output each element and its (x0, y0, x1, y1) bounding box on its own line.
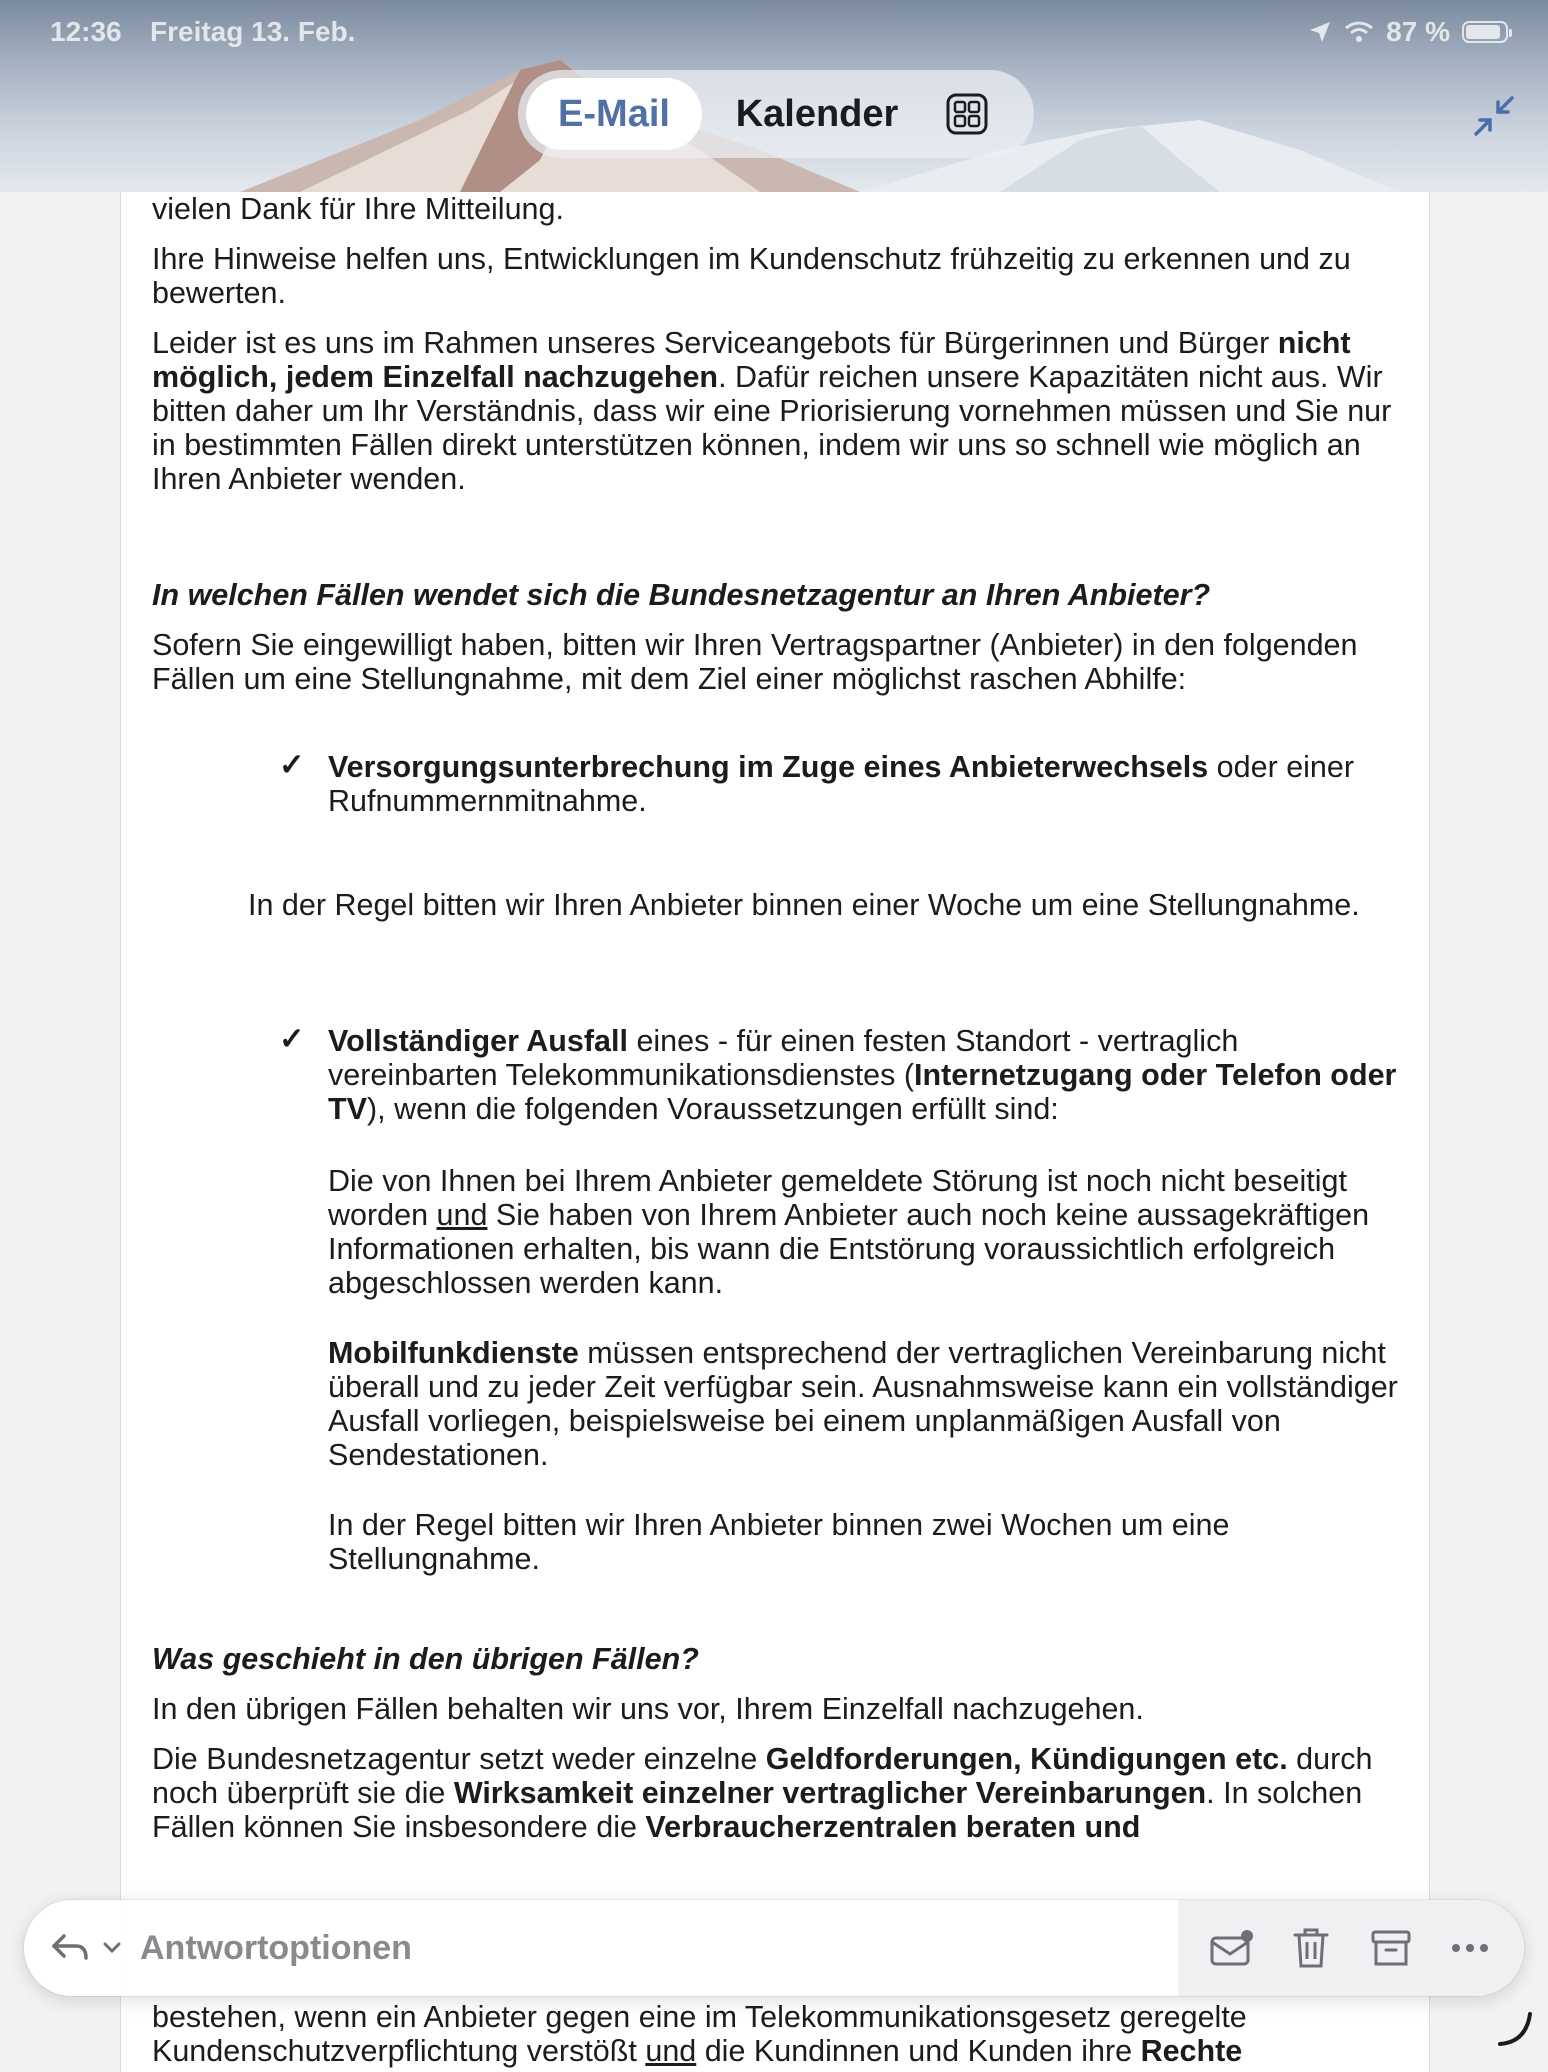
reply-toolbar (24, 1900, 1524, 1996)
greeting-tail: vielen Dank für Ihre Mitteilung. (152, 192, 564, 226)
archive-icon (1370, 1928, 1412, 1968)
heading-other-cases: Was geschieht in den übrigen Fällen? (152, 1642, 699, 1676)
check-icon: ✓ (279, 748, 305, 782)
check-icon: ✓ (279, 1022, 305, 1056)
paragraph-4: In den übrigen Fällen behalten wir uns vor, Ihrem Einzelfall nachzugehen. (152, 1692, 1144, 1726)
paragraph-6: bestehen, wenn ein Anbieter gegen eine im Telekommunikationsgesetz geregelte Kundenschutzverpflichtung verstößt und die Kundinnen und Kunden ihre Rechte (152, 2000, 1247, 2068)
item2-paragraph-2: Mobilfunkdienste müssen entsprechend der vertraglichen Vereinbarung nicht überall und zu jeder Zeit verfügbar sein. Ausnahmsweise kann ein vollständiger Ausfall vorliegen, beispielsweise bei einem unplanmäßigen Ausfall von Sendestationen. (328, 1336, 1398, 1472)
collapse-icon[interactable] (1470, 92, 1518, 140)
scroll-indicator (1496, 2008, 1536, 2048)
mark-unread-button[interactable] (1200, 1916, 1264, 1980)
reply-icon (50, 1930, 90, 1966)
delete-button[interactable] (1279, 1916, 1343, 1980)
paragraph-2: Leider ist es uns im Rahmen unseres Serviceangebots für Bürgerinnen und Bürger nicht möglich, jedem Einzelfall nachzugehen. Dafür reichen unsere Kapazitäten nicht aus. Wir bitten daher um Ihr Verständnis, dass wir eine Priorisierung vornehmen müssen und Sie nur in bestimmten Fällen direkt unterstützen können, indem wir uns so schnell wie möglich an Ihren Anbieter wenden. (152, 326, 1392, 496)
apps-button[interactable] (932, 78, 1002, 150)
trash-icon (1291, 1926, 1331, 1970)
top-header (0, 0, 1548, 192)
paragraph-1: Ihre Hinweise helfen uns, Entwicklungen im Kundenschutz frühzeitig zu erkennen und zu bewerten. (152, 242, 1351, 310)
regel-week: In der Regel bitten wir Ihren Anbieter binnen einer Woche um eine Stellungnahme. (248, 888, 1360, 922)
list-item-2: ✓ Vollständiger Ausfall eines - für einen festen Standort - vertraglich vereinbarten Telekommunikationsdienstes (Internetzugang oder Telefon oder TV), wenn die folgenden Voraussetzungen erfüllt sind: (279, 1022, 1397, 1126)
list-item-1: ✓ Versorgungsunterbrechung im Zuge eines Anbieterwechsels oder einer Rufnummernmitnahme. (279, 748, 1355, 818)
reply-options-label: Antwortoptionen (140, 1928, 412, 1967)
mail-body (152, 192, 1402, 1860)
reply-options-button[interactable] (50, 1900, 412, 1996)
paragraph-5: Die Bundesnetzagentur setzt weder einzelne Geldforderungen, Kündigungen etc. durch noch überprüft sie die Wirksamkeit einzelner vertraglicher Vereinbarungen. In solchen Fällen können Sie insbesondere die Verbraucherzentralen beraten und (152, 1742, 1373, 1844)
status-time: 12:36 (50, 16, 122, 47)
paragraph-3: Sofern Sie eingewilligt haben, bitten wir Ihren Vertragspartner (Anbieter) in den folgenden Fällen um eine Stellungnahme, mit dem Ziel einer möglichst raschen Abhilfe: (152, 628, 1358, 696)
chevron-down-icon (102, 1941, 122, 1955)
more-button[interactable] (1438, 1916, 1502, 1980)
tab-calendar[interactable]: Kalender (735, 92, 899, 135)
item2-paragraph-1: Die von Ihnen bei Ihrem Anbieter gemeldete Störung ist noch nicht beseitigt worden und Sie haben von Ihrem Anbieter auch noch keine aussagekräftigen Informationen erhalten, bis wann die Entstörung voraussichtlich erfolgreich abgeschlossen werden kann. (328, 1164, 1370, 1300)
grid-icon (946, 93, 988, 135)
app-switcher (518, 70, 1034, 158)
battery-icon (1462, 21, 1508, 43)
location-icon (1308, 20, 1332, 44)
status-date: Freitag 13. Feb. (150, 16, 356, 47)
more-icon (1450, 1942, 1490, 1954)
mark-unread-icon (1209, 1928, 1255, 1968)
heading-cases: In welchen Fällen wendet sich die Bundesnetzagentur an Ihren Anbieter? (152, 578, 1211, 612)
wifi-icon (1344, 20, 1374, 44)
battery-percent: 87 % (1386, 16, 1450, 47)
status-bar (0, 14, 1548, 54)
tab-email[interactable]: E-Mail (526, 78, 702, 150)
archive-button[interactable] (1359, 1916, 1423, 1980)
action-buttons (1178, 1900, 1524, 1996)
item2-paragraph-3: In der Regel bitten wir Ihren Anbieter binnen zwei Wochen um eine Stellungnahme. (328, 1508, 1230, 1576)
